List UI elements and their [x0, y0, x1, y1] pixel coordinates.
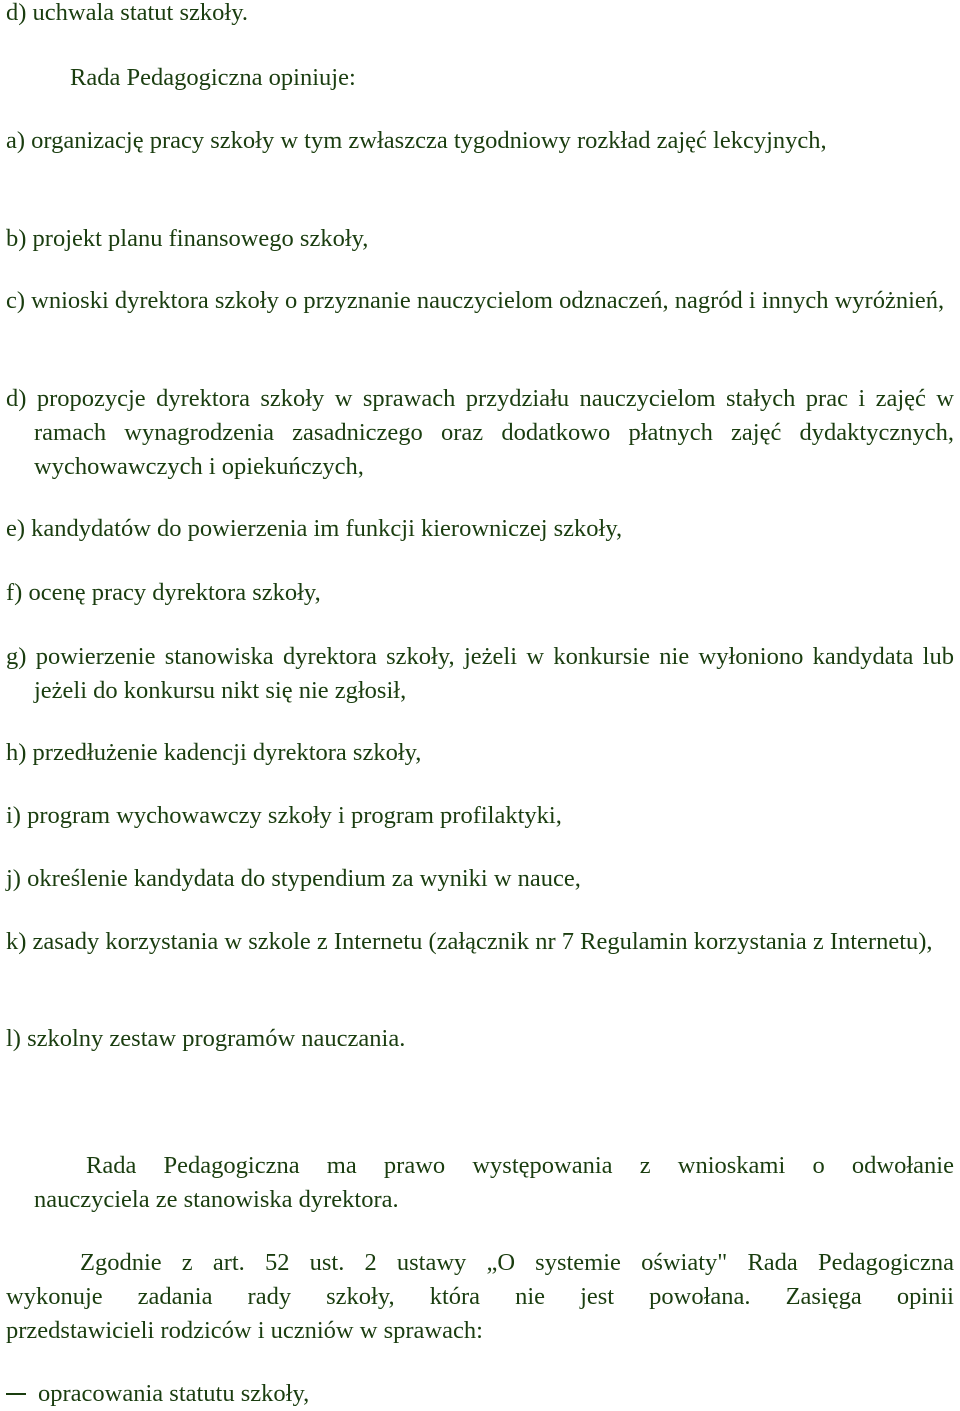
list-item-l: l) szkolny zestaw programów nauczania. [6, 1025, 406, 1052]
dash-list-item-text: opracowania statutu szkoły, [38, 1380, 310, 1407]
list-item-b: b) projekt planu finansowego szkoły, [6, 225, 369, 252]
list-item-e: e) kandydatów do powierzenia im funkcji kierowniczej szkoły, [6, 515, 623, 542]
list-item-a: a) organizację pracy szkoły w tym zwłaszcza tygodniowy rozkład zajęć lekcyjnych, [6, 127, 827, 154]
recall-paragraph-line2: nauczyciela ze stanowiska dyrektora. [34, 1186, 399, 1213]
list-item-f: f) ocenę pracy dyrektora szkoły, [6, 579, 321, 606]
art-paragraph-line2: wykonuje zadania rady szkoły, która nie jest powołana. Zasięga opinii [6, 1283, 954, 1310]
recall-paragraph-line1: Rada Pedagogiczna ma prawo występowania z wnioskami o odwołanie [86, 1152, 954, 1179]
list-item-j: j) określenie kandydata do stypendium za wyniki w nauce, [6, 865, 581, 892]
list-item-i: i) program wychowawczy szkoły i program profilaktyki, [6, 802, 562, 829]
dash-bullet-icon [6, 1393, 26, 1395]
statute-line: d) uchwala statut szkoły. [6, 0, 248, 26]
list-item-c: c) wnioski dyrektora szkoły o przyznanie nauczycielom odznaczeń, nagród i innych wyróżnień, [6, 287, 945, 314]
list-item-h: h) przedłużenie kadencji dyrektora szkoły, [6, 739, 422, 766]
art-paragraph-line1: Zgodnie z art. 52 ust. 2 ustawy „O systemie oświaty" Rada Pedagogiczna [80, 1249, 954, 1276]
dash-list-item [6, 1377, 954, 1411]
art-paragraph-line3: przedstawicieli rodziców i uczniów w sprawach: [6, 1317, 483, 1344]
list-item-d: d) propozycje dyrektora szkoły w sprawach przydziału nauczycielom stałych prac i zajęć w ramach wynagrodzenia zasadniczego oraz dodatkowo płatnych zajęć dydaktycznych, wychowawczych i opiekuńczych, [6, 385, 954, 480]
list-item-g: g) powierzenie stanowiska dyrektora szkoły, jeżeli w konkursie nie wyłoniono kandydata lub jeżeli do konkursu nikt się nie zgłosił, [6, 643, 954, 704]
opinion-heading: Rada Pedagogiczna opiniuje: [70, 64, 356, 91]
list-item-k: k) zasady korzystania w szkole z Internetu (załącznik nr 7 Regulamin korzystania z Internetu), [6, 928, 933, 955]
